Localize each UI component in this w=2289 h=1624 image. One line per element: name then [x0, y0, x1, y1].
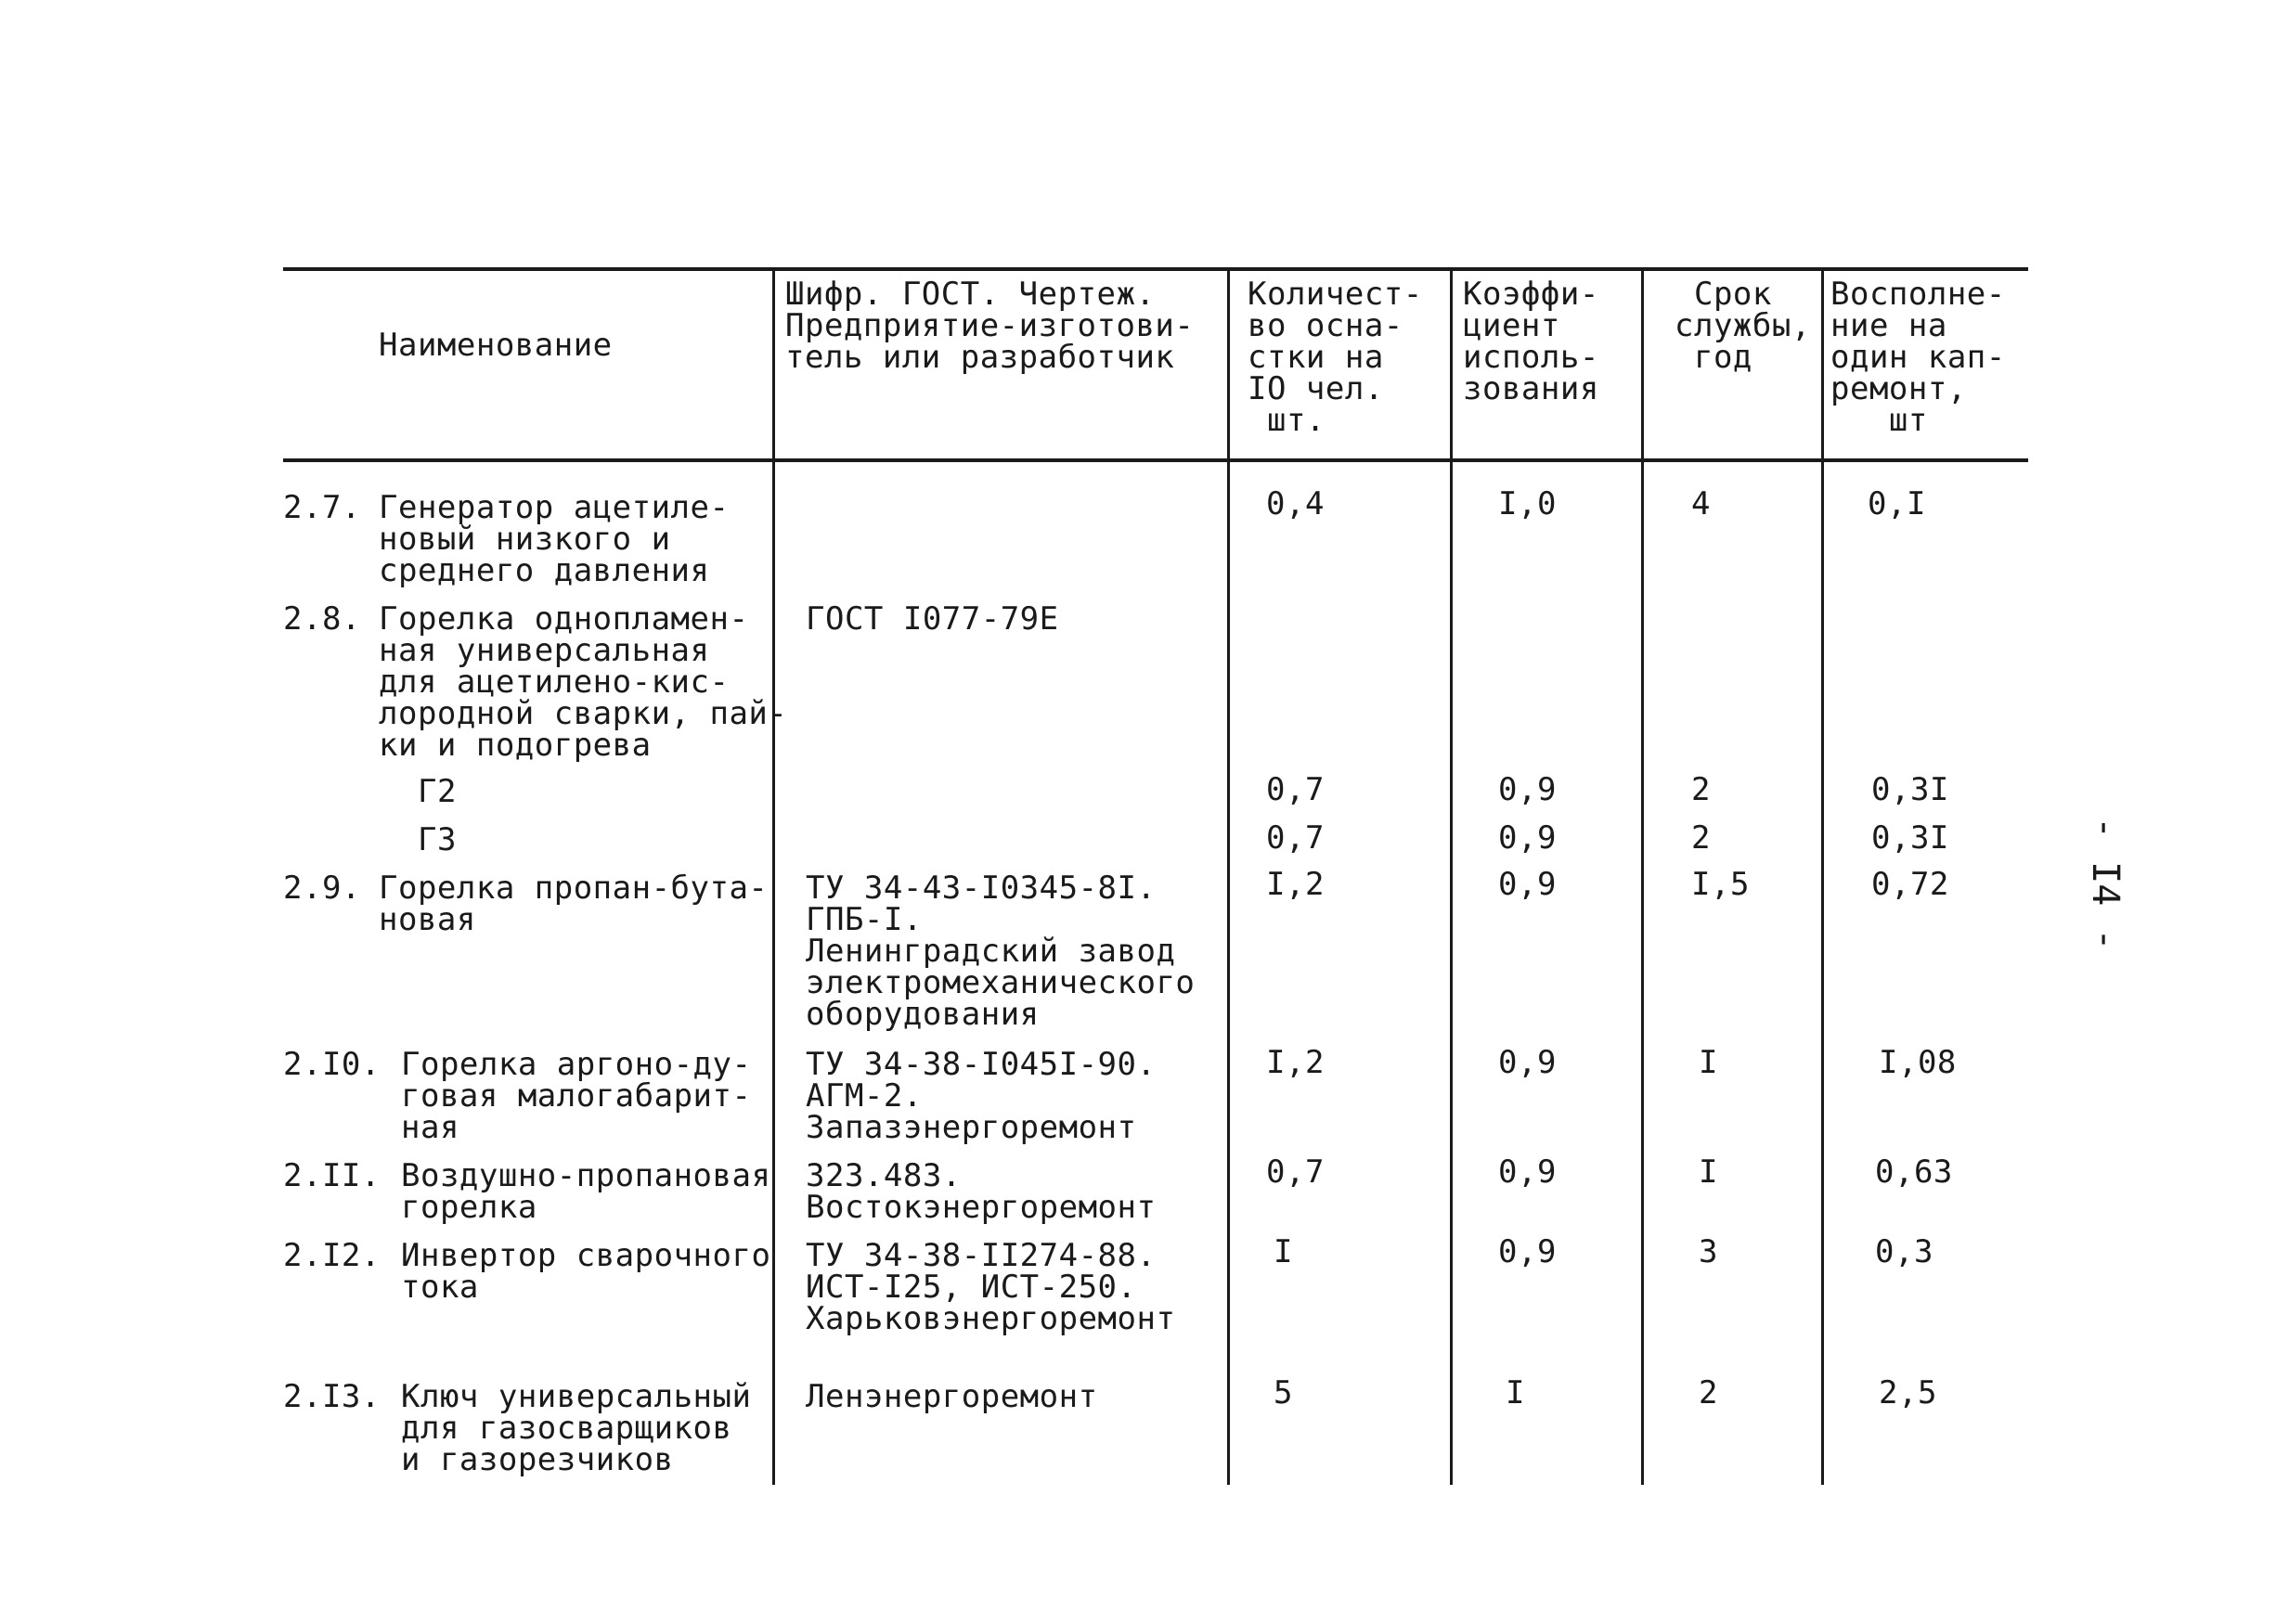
row-service-life: 3 [1699, 1233, 1718, 1270]
row-number: 2.II. [283, 1157, 381, 1194]
row-code: Ленэнергоремонт [806, 1378, 1098, 1415]
row-code: ТУ 34-43-I0345-8I. ГПБ-I. Ленинградский завод электромеханического оборудования [806, 870, 1196, 1033]
header-quantity: Количест- во осна- стки на IO чел. шт. [1248, 276, 1423, 439]
row-service-life: I,5 [1691, 866, 1750, 903]
row-service-life: 2 [1691, 771, 1711, 808]
row-code: 323.483. Востокэнергоремонт [806, 1157, 1157, 1226]
table-top-rule [283, 267, 2028, 271]
row-quantity: 0,7 [1266, 1154, 1325, 1191]
row-coefficient: 0,9 [1498, 1233, 1557, 1270]
row-coefficient: I,0 [1498, 485, 1557, 522]
column-divider-2 [1227, 267, 1230, 1485]
row-number: 2.8. [283, 600, 361, 638]
row-name: Генератор ацетиле- новый низкого и среднего давления [379, 489, 730, 589]
row-quantity: 5 [1274, 1374, 1293, 1411]
row-quantity: 0,4 [1266, 485, 1325, 522]
row-replenishment: 0,3 [1875, 1233, 1933, 1270]
row-number: 2.I2. [283, 1237, 381, 1274]
row-service-life: I [1699, 1044, 1718, 1081]
row-replenishment: 0,3I [1871, 819, 1949, 857]
row-number: 2.I3. [283, 1378, 381, 1415]
header-code: Шифр. ГОСТ. Чертеж. Предприятие-изготови- тель или разработчик [785, 276, 1195, 376]
row-replenishment: 0,3I [1871, 771, 1949, 808]
header-name: Наименование [379, 327, 613, 364]
row-number: 2.7. [283, 489, 361, 526]
row-number: 2.9. [283, 870, 361, 907]
row-replenishment: 0,72 [1871, 866, 1949, 903]
row-name: Г3 [418, 821, 457, 858]
row-code: ТУ 34-38-I045I-90. АГМ-2. Запазэнергоремонт [806, 1046, 1157, 1146]
row-coefficient: 0,9 [1498, 866, 1557, 903]
row-replenishment: I,08 [1879, 1044, 1957, 1081]
row-name: Горелка пропан-бута- новая [379, 870, 769, 938]
row-coefficient: 0,9 [1498, 819, 1557, 857]
row-service-life: I [1699, 1154, 1718, 1191]
row-service-life: 2 [1699, 1374, 1718, 1411]
row-coefficient: I [1506, 1374, 1525, 1411]
row-service-life: 4 [1691, 485, 1711, 522]
row-replenishment: 0,63 [1875, 1154, 1953, 1191]
row-quantity: 0,7 [1266, 819, 1325, 857]
row-quantity: I,2 [1266, 866, 1325, 903]
row-replenishment: 2,5 [1879, 1374, 1937, 1411]
row-coefficient: 0,9 [1498, 771, 1557, 808]
row-name: Инвертор сварочного тока [401, 1237, 771, 1306]
table-header-rule [283, 458, 2028, 462]
row-name: Ключ универсальный для газосварщиков и газорезчиков [401, 1378, 752, 1478]
row-replenishment: 0,I [1868, 485, 1926, 522]
row-name: Горелка однопламен- ная универсальная для ацетилено-кис- лородной сварки, пай- ки и подогрева [379, 600, 788, 764]
row-coefficient: 0,9 [1498, 1154, 1557, 1191]
row-name: Воздушно-пропановая горелка [401, 1157, 771, 1226]
header-service-life: Срок службы, год [1675, 276, 1811, 376]
header-replenishment: Восполне- ние на один кап- ремонт, шт [1830, 276, 2006, 439]
row-quantity: I [1274, 1233, 1293, 1270]
row-name: Г2 [418, 773, 457, 810]
row-code: ТУ 34-38-II274-88. ИСТ-I25, ИСТ-250. Харьковэнергоремонт [806, 1237, 1176, 1337]
row-quantity: 0,7 [1266, 771, 1325, 808]
column-divider-4 [1641, 267, 1644, 1485]
row-name: Горелка аргоно-ду- говая малогабарит- ная [401, 1046, 752, 1146]
row-quantity: I,2 [1266, 1044, 1325, 1081]
header-coefficient: Коэффи- циент исполь- зования [1463, 276, 1599, 407]
column-divider-5 [1821, 267, 1824, 1485]
row-number: 2.I0. [283, 1046, 381, 1083]
row-code: ГОСТ I077-79Е [806, 600, 1059, 638]
column-divider-1 [772, 267, 775, 1485]
row-coefficient: 0,9 [1498, 1044, 1557, 1081]
page-number: - I4 - [2084, 817, 2127, 951]
row-service-life: 2 [1691, 819, 1711, 857]
column-divider-3 [1450, 267, 1453, 1485]
